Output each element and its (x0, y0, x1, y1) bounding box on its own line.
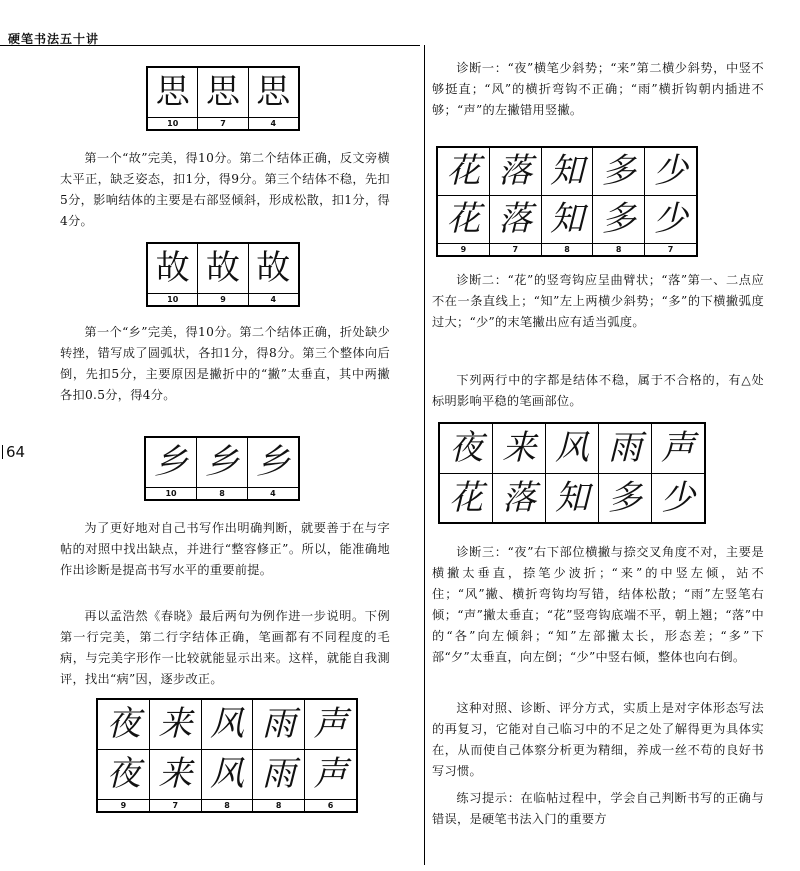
paragraph-diagnosis-1: 诊断一：“夜”横笔少斜势；“来”第二横少斜势，中竖不够挺直；“风”的横折弯钩不正确；“雨”横折钩朝内插进不够；“声”的左撇错用竖撇。 (432, 61, 764, 117)
grid-score: 4 (248, 117, 299, 130)
grid-char: 落 (489, 147, 541, 195)
grid-score: 4 (247, 487, 299, 500)
grid-score: 8 (201, 799, 253, 812)
grid-char: 花 (437, 147, 489, 195)
paragraph-xiang-score: 第一个“乡”完美，得10分。第二个结体正确，折处缺少转挫，错写成了圆弧状，各扣1分，得8分。第三个整体向后倒，先扣5分，主要原因是撇折中的“撇”太垂直，其中两撇各扣0.5分，得4分。 (60, 325, 390, 402)
grid-char: 落 (489, 195, 541, 243)
grid-char: 故 (198, 243, 248, 293)
score-grid-6 (438, 422, 706, 524)
page-number-bar (2, 445, 3, 459)
grid-score: 9 (198, 293, 248, 306)
paragraph-diagnosis-3: 诊断三：“夜”右下部位横撇与捺交叉角度不对，主要是横撇太垂直，捺笔少波折；“来”的中竖左倾，站不住；“风”撇、横折弯钩均写错，结体松散；“雨”左竖笔右倾；“声”撇太垂直；“花”竖弯钩底端不平，朝上翘；“落”中的“各”向左倾斜；“知”左部撇太长，形态差；“多”下部“夕”太垂直，向左倒；“少”中竖右倾，整体也向右倒。 (432, 545, 764, 664)
grid-char: 知 (546, 473, 599, 523)
grid-char: 少 (651, 473, 705, 523)
grid-char: 夜 (97, 699, 149, 749)
grid-char: 少 (645, 147, 697, 195)
score-grid-2 (146, 242, 300, 307)
grid-char: 故 (248, 243, 299, 293)
grid-char: 风 (201, 699, 253, 749)
grid-char: 乡 (247, 437, 299, 487)
grid-char: 夜 (439, 423, 493, 473)
grid-char: 声 (651, 423, 705, 473)
paragraph-practice-tip: 练习提示：在临帖过程中，学会自己判断书写的正确与错误，是硬笔书法入门的重要方 (432, 791, 764, 826)
grid-char: 花 (439, 473, 493, 523)
column-divider (424, 45, 425, 865)
grid-score: 8 (593, 243, 645, 256)
paragraph-diagnosis-importance: 为了更好地对自己书写作出明确判断，就要善于在与字帖的对照中找出缺点，并进行“整容修正”。所以，能准确地作出诊断是提高书写水平的重要前提。 (60, 521, 390, 577)
grid-char: 雨 (598, 423, 651, 473)
grid-char: 声 (305, 699, 357, 749)
grid-char: 花 (437, 195, 489, 243)
grid-score: 8 (197, 487, 248, 500)
grid-char: 多 (593, 195, 645, 243)
paragraph-method-summary: 这种对照、诊断、评分方式，实质上是对字体形态写法的再复习，它能对自己临习中的不足之处了解得更为具体实在，从而使自己体察分析更为精细，养成一丝不苟的良好书写习惯。 (432, 701, 764, 778)
running-header: 硬笔书法五十讲 (8, 32, 100, 46)
grid-char: 落 (493, 473, 546, 523)
grid-char: 知 (541, 195, 593, 243)
grid-score: 10 (147, 117, 198, 130)
grid-score: 10 (147, 293, 198, 306)
grid-score: 7 (198, 117, 248, 130)
grid-score: 4 (248, 293, 299, 306)
grid-char: 风 (201, 749, 253, 799)
paragraph-chunxiao-example: 再以孟浩然《春晓》最后两句为例作进一步说明。下例第一行完美，第二行字结体正确，笔画都有不同程度的毛病，与完美字形作一比较就能显示出来。这样，就能自我測评，找出“病”因，逐步改正。 (60, 609, 390, 686)
page-number-text: 64 (6, 443, 26, 461)
grid-char: 夜 (97, 749, 149, 799)
grid-char: 多 (598, 473, 651, 523)
grid-char: 来 (149, 749, 201, 799)
grid-score: 7 (489, 243, 541, 256)
grid-score: 6 (305, 799, 357, 812)
score-grid-5 (436, 146, 698, 257)
score-grid-3 (144, 436, 300, 501)
grid-char: 乡 (145, 437, 197, 487)
grid-char: 思 (198, 67, 248, 117)
grid-char: 声 (305, 749, 357, 799)
grid-score: 9 (97, 799, 149, 812)
grid-char: 思 (248, 67, 299, 117)
grid-char: 思 (147, 67, 198, 117)
grid-score: 7 (645, 243, 697, 256)
grid-char: 雨 (253, 749, 305, 799)
grid-char: 乡 (197, 437, 248, 487)
grid-char: 故 (147, 243, 198, 293)
grid-char: 知 (541, 147, 593, 195)
grid-score: 9 (437, 243, 489, 256)
header-rule (0, 45, 420, 46)
grid-char: 来 (149, 699, 201, 749)
paragraph-gu-score: 第一个“故”完美，得10分。第二个结体正确，反文旁横太平正，缺乏姿态，扣1分，得9分。第三个结体不稳，先扣5分，影响结体的主要是右部竖倾斜，形成松散，扣1分，得4分。 (60, 151, 390, 228)
paragraph-diagnosis-2: 诊断二：“花”的竖弯钩应呈曲臂状；“落”第一、二点应不在一条直线上；“知”左上两横少斜势；“多”的下横撇弧度过大；“少”的末笔撇出应有适当弧度。 (432, 273, 764, 329)
grid-char: 来 (493, 423, 546, 473)
page-number (2, 443, 25, 461)
paragraph-unstable-intro: 下列两行中的字都是结体不稳，属于不合格的，有△处标明影响平稳的笔画部位。 (432, 373, 764, 408)
grid-char: 少 (645, 195, 697, 243)
grid-score: 8 (541, 243, 593, 256)
grid-char: 雨 (253, 699, 305, 749)
grid-char: 风 (546, 423, 599, 473)
grid-char: 多 (593, 147, 645, 195)
score-grid-4 (96, 698, 358, 813)
score-grid-1 (146, 66, 300, 131)
grid-score: 7 (149, 799, 201, 812)
grid-score: 10 (145, 487, 197, 500)
grid-score: 8 (253, 799, 305, 812)
